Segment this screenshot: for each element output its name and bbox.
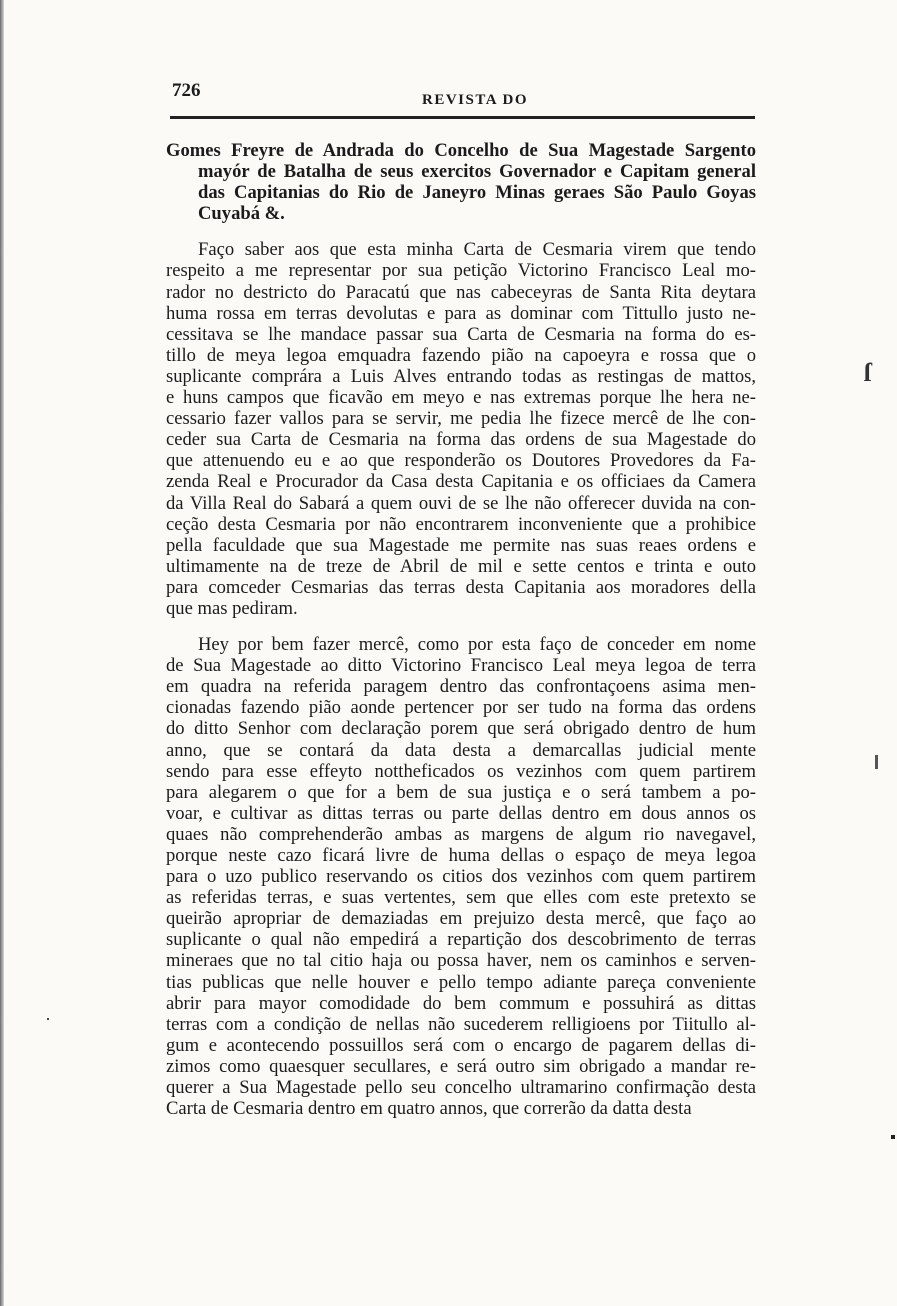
paragraph-grant <box>166 634 756 1119</box>
text-line: de Sua Magestade ao ditto Victorino Francisco Leal meya legoa de terra <box>166 655 756 677</box>
text-line: em quadra na referida paragem dentro das confrontaçoens asima men- <box>166 676 756 698</box>
text-line: mineraes que no tal citio haja ou possa haver, nem os caminhos e serven- <box>166 950 756 972</box>
text-line: para alegarem o que for a bem de sua justiça e o será tambem a po- <box>166 781 756 803</box>
text-line: Carta de Cesmaria dentro em quatro annos, que correrão da datta desta <box>166 1098 692 1120</box>
text-line: ceção desta Cesmaria por não encontrarem inconveniente que a prohibice <box>166 513 756 535</box>
text-line: voar, e cultivar as dittas terras ou parte dellas dentro em dous annos os <box>166 802 756 824</box>
text-line: as referidas terras, e suas vertentes, sem que elles com este pretexto se <box>166 887 756 909</box>
text-line: suplicante comprára a Luis Alves entrando todas as restingas de mattos, <box>166 365 756 387</box>
text-line: cessario fazer vallos para se servir, me pedia lhe fizece mercê de lhe con- <box>166 408 756 430</box>
text-line: mayór de Batalha de seus exercitos Governador e Capitam general <box>198 161 756 183</box>
text-line: que attenuendo eu e ao que responderão os Doutores Provedores da Fa- <box>166 450 756 472</box>
grantor-title <box>166 140 756 224</box>
margin-speck <box>47 1018 49 1020</box>
text-line: Hey por bem fazer mercê, como por esta faço de conceder em nome <box>198 634 756 656</box>
text-line: Cuyabá &. <box>198 203 285 225</box>
text-line: respeito a me representar por sua petição Victorino Francisco Leal mo- <box>166 260 756 282</box>
text-line: suplicante o qual não empedirá a repartição dos descobrimento de terras <box>166 929 756 951</box>
text-line: querer a Sua Magestade pello seu concelho ultramarino confirmação desta <box>166 1077 756 1099</box>
page-number: 726 <box>172 80 201 101</box>
margin-mark: ſ <box>864 358 872 387</box>
text-line: cessitava se lhe mandace passar sua Carta de Cesmaria na forma do es- <box>166 323 756 345</box>
page-edge-shadow <box>0 0 4 1306</box>
text-line: tillo de meya legoa emquadra fazendo pião na capoeyra e rossa que o <box>166 344 756 366</box>
text-line: para o uzo publico reservando os citios dos vezinhos com quem partirem <box>166 866 756 888</box>
text-line: porque neste cazo ficará livre de huma dellas o espaço de meya legoa <box>166 845 756 866</box>
text-line: das Capitanias do Rio de Janeyro Minas geraes São Paulo Goyas <box>198 182 756 204</box>
text-line: sendo para esse effeyto nottheficados os vezinhos com quem partirem <box>166 760 756 782</box>
text-line: queirão apropriar de demaziadas em prejuizo desta mercê, que faço ao <box>166 908 756 930</box>
document-body <box>166 140 756 1134</box>
text-line: ultimamente na de treze de Abril de mil e sette centos e trinta e outo <box>166 555 756 577</box>
text-line: rador no destricto do Paracatú que nas cabeceyras de Santa Rita deytara <box>166 281 756 303</box>
text-line: abrir para mayor comodidade do bem commum e possuhirá as dittas <box>166 992 756 1014</box>
text-line: cionadas fazendo pião aonde pertencer por ser tudo na forma das ordens <box>166 697 756 719</box>
text-line: terras com a condição de nellas não sucederem relligioens por Tiitullo al- <box>166 1013 756 1035</box>
text-line: Gomes Freyre de Andrada do Concelho de Sua Magestade Sargento <box>166 140 756 161</box>
text-line: anno, que se contará da data desta a demarcallas judicial mente <box>166 739 756 761</box>
text-line: gum e acontecendo possuillos será com o encargo de pagarem dellas di- <box>166 1034 756 1056</box>
text-line: ceder sua Carta de Cesmaria na forma das ordens de sua Magestade do <box>166 429 756 451</box>
margin-tick <box>875 755 878 769</box>
text-line: que mas pediram. <box>166 597 298 619</box>
header-rule <box>170 116 755 119</box>
paragraph-request <box>166 239 756 619</box>
text-line: quaes não comprehenderão ambas as margens de algum rio navegavel, <box>166 823 756 845</box>
text-line: da Villa Real do Sabará a quem ouvi de se lhe não offerecer duvida na con- <box>166 492 756 514</box>
text-line: do ditto Senhor com declaração porem que será obrigado dentro de hum <box>166 718 756 740</box>
text-line: para comceder Cesmarias das terras desta Capitania aos moradores della <box>166 576 756 598</box>
text-line: e huns campos que ficavão em meyo e nas extremas porque lhe hera ne- <box>166 387 756 409</box>
text-line: huma rossa em terras devolutas e para as dominar com Tittullo justo ne- <box>166 302 756 324</box>
text-line: zenda Real e Procurador da Casa desta Capitania e os officiaes da Camera <box>166 471 756 493</box>
text-line: Faço saber aos que esta minha Carta de Cesmaria virem que tendo <box>198 239 756 261</box>
running-head: REVISTA DO <box>422 92 528 108</box>
text-line: pella faculdade que sua Magestade me permite nas suas reaes ordens e <box>166 534 756 556</box>
text-line: tias publicas que nelle houver e pello tempo adiante pareça conveniente <box>166 971 756 993</box>
margin-dot <box>891 1135 895 1139</box>
text-line: zimos como quaesquer secullares, e será outro sim obrigado a mandar re- <box>166 1055 756 1077</box>
